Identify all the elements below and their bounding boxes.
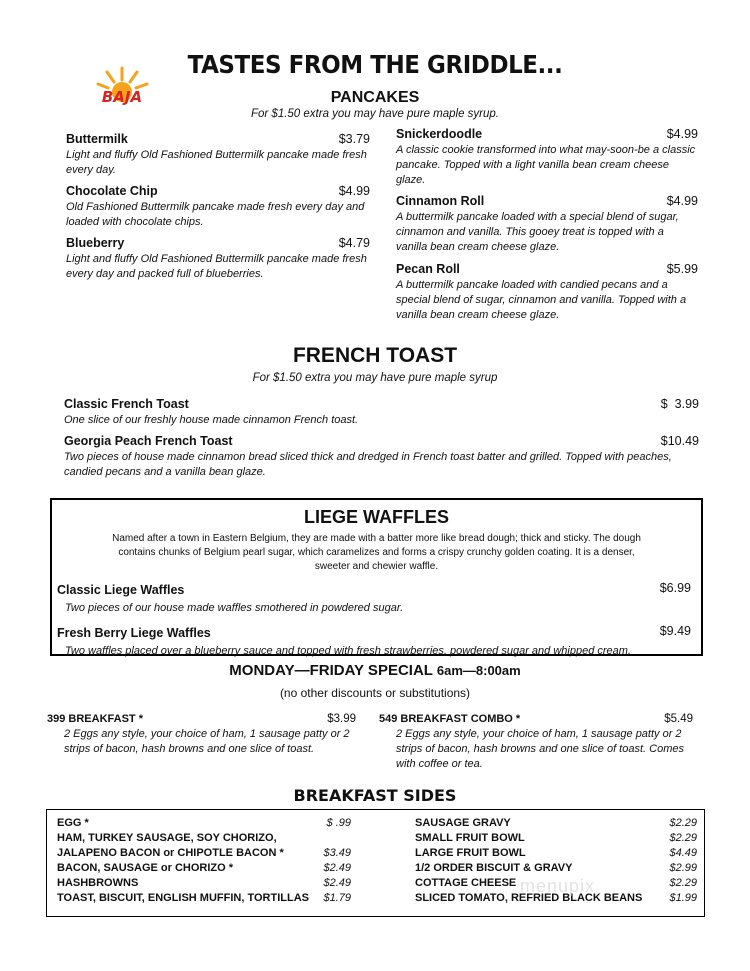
item-name: 549 BREAKFAST COMBO * [379,713,521,725]
item-desc: A buttermilk pancake loaded with a special blend of sugar, cinnamon and vanilla. This gooey treat is topped with a vanilla bean cream cheese glaze. [396,211,679,253]
item-price: $3.99 [327,713,356,725]
item-name: Cinnamon Roll [396,194,485,208]
french-toast-heading: FRENCH TOAST [292,344,458,367]
pancakes-heading: PANCAKES [330,89,420,106]
menu-item-snickerdoodle [396,127,698,188]
item-price: $5.49 [664,713,693,725]
item-price: $4.99 [666,127,698,141]
menu-item-chocolate-chip [66,184,370,230]
item-price: $3.79 [338,132,370,146]
menu-item-cinnamon-roll [396,194,698,255]
special-heading [0,662,750,679]
item-name: Buttermilk [66,132,128,146]
item-price: $4.99 [666,194,698,208]
french-toast-note: For $1.50 extra you may have pure maple syrup [252,372,498,384]
menu-item-399-breakfast [47,713,356,757]
item-desc: Light and fluffy Old Fashioned Buttermilk pancake made fresh every day. [66,149,367,176]
item-name: Pecan Roll [396,262,460,276]
item-name: Fresh Berry Liege Waffles [57,626,211,640]
side-row: JALAPENO BACON or CHIPOTLE BACON * $3.49 [57,847,351,859]
item-desc: A buttermilk pancake loaded with candied pecans and a special blend of sugar, cinnamon and vanilla. Topped with a vanilla bean cream cheese glaze. [396,279,687,321]
item-name: Georgia Peach French Toast [64,434,233,448]
menu-item-pecan-roll [396,262,698,323]
breakfast-sides-box [46,809,705,917]
side-row: BACON, SAUSAGE or CHORIZO * $2.49 [57,862,351,874]
side-row: SAUSAGE GRAVY $2.29 [415,817,697,829]
item-price: $4.79 [338,236,370,250]
side-row: 1/2 ORDER BISCUIT & GRAVY $2.99 [415,862,697,874]
liege-waffles-heading: LIEGE WAFFLES [303,507,449,527]
item-price: $9.49 [659,624,691,638]
special-note: (no other discounts or substitutions) [279,686,471,700]
menu-item-blueberry [66,236,370,282]
side-row: LARGE FRUIT BOWL $4.49 [415,847,697,859]
menu-item-classic-liege-waffles [57,581,691,616]
side-row: SMALL FRUIT BOWL $2.29 [415,832,697,844]
item-name: Classic Liege Waffles [57,583,185,597]
watermark: menupix [520,876,596,896]
menu-item-buttermilk [66,132,370,178]
item-desc: One slice of our freshly house made cinnamon French toast. [64,414,359,426]
item-desc: 2 Eggs any style, your choice of ham, 1 sausage patty or 2 strips of bacon, hash browns and one slice of toast. [64,728,350,755]
item-price: $4.99 [338,184,370,198]
item-desc: Two pieces of our house made waffles smothered in powdered sugar. [65,602,404,614]
side-row: TOAST, BISCUIT, ENGLISH MUFFIN, TORTILLAS $1.79 [57,892,351,904]
item-desc: Two pieces of house made cinnamon bread sliced thick and dredged in French toast batter and grilled. Topped with peaches, candied pecans and a vanilla bean glaze. [64,451,672,478]
liege-waffles-box [50,498,703,656]
item-price: $6.99 [659,581,691,595]
sides-left-column [57,816,351,906]
side-row: SLICED TOMATO, REFRIED BLACK BEANS $1.99 [415,892,697,904]
menu-item-georgia-peach-french-toast [64,434,699,480]
item-price: $10.49 [660,434,699,448]
item-price: $ 3.99 [660,397,699,411]
item-name: Blueberry [66,236,125,250]
item-desc: A classic cookie transformed into what may-soon-be a classic pancake. Topped with a light vanilla bean cream cheese glaze. [396,144,696,186]
menu-item-fresh-berry-liege-waffles [57,624,691,659]
item-name: Snickerdoodle [396,127,483,141]
liege-waffles-intro: Named after a town in Eastern Belgium, they are made with a batter more like bread dough; thick and sticky. The dough contains chunks of Belgium pearl sugar, which caramelizes and forms a crispy crunchy golden coating. It is a denser, sweeter and chewier waffle. [112,533,641,572]
item-name: 399 BREAKFAST * [47,713,143,725]
item-price: $5.99 [666,262,698,276]
breakfast-sides-heading: BREAKFAST SIDES [293,786,457,805]
side-row: HAM, TURKEY SAUSAGE, SOY CHORIZO, [57,832,277,844]
page-title: TASTES FROM THE GRIDDLE... [187,50,563,79]
item-desc: 2 Eggs any style, your choice of ham, 1 sausage patty or 2 strips of bacon, hash browns and one slice of toast. Comes with coffee or tea. [396,728,684,770]
special-title: MONDAY—FRIDAY SPECIAL [229,662,433,679]
item-name: Classic French Toast [64,397,189,411]
item-desc: Light and fluffy Old Fashioned Buttermilk pancake made fresh every day and packed full of blueberries. [66,253,367,280]
menu-item-549-breakfast-combo [379,713,693,772]
side-row: HASHBROWNS $2.49 [57,877,351,889]
side-row: EGG * $ .99 [57,817,351,829]
logo-text: BAJA [101,88,143,106]
item-desc: Old Fashioned Buttermilk pancake made fresh every day and loaded with chocolate chips. [66,201,365,228]
menu-item-classic-french-toast [64,397,699,428]
pancakes-note: For $1.50 extra you may have pure maple syrup. [250,108,499,120]
item-name: Chocolate Chip [66,184,158,198]
side-row: COTTAGE CHEESE $2.29 [415,877,697,889]
special-hours: 6am—8:00am [436,663,521,678]
item-desc: Two waffles placed over a blueberry sauce and topped with fresh strawberries, powdered sugar and whipped cream. [65,645,631,657]
